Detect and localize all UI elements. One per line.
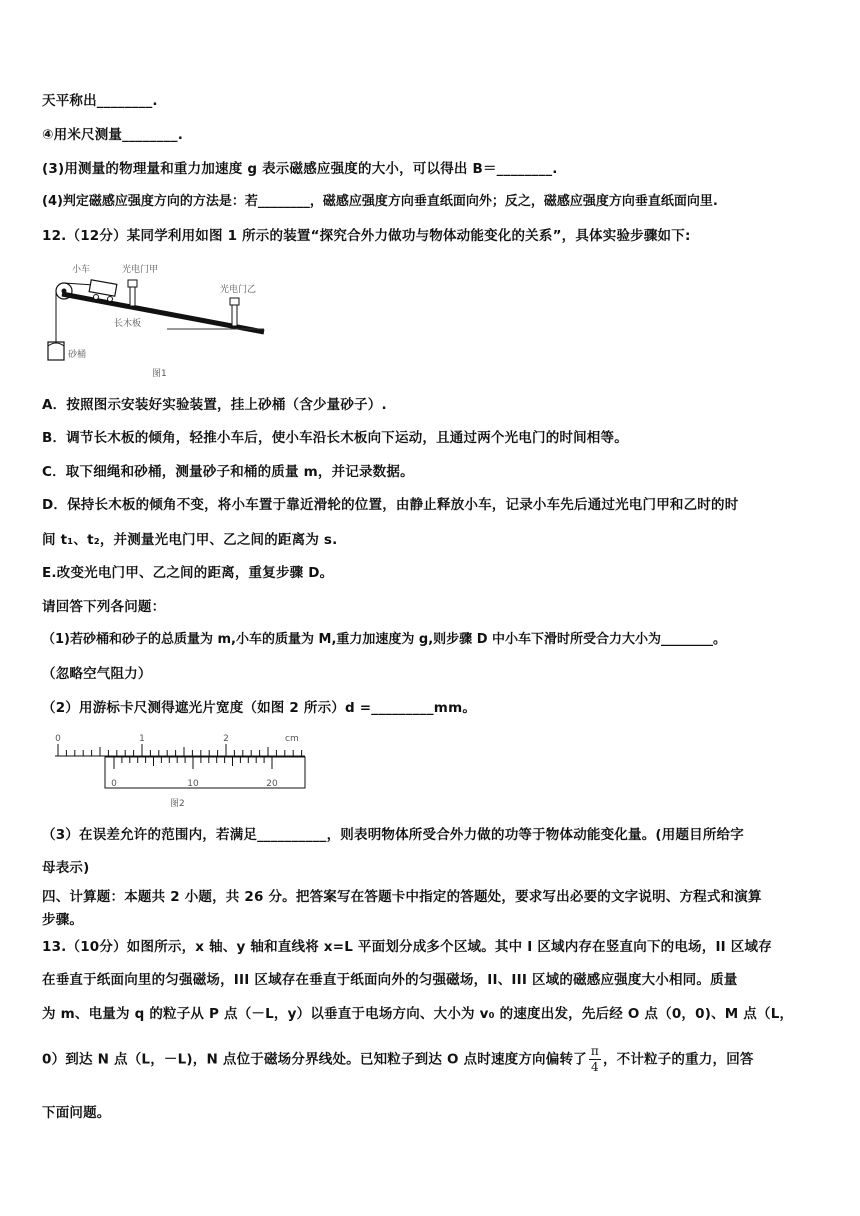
label-gate-a: 光电门甲 — [122, 265, 159, 275]
figure-1-apparatus — [42, 262, 272, 382]
line-3: (3)用测量的物理量和重力加速度 g 表示磁感应强度的大小，可以得出 B＝________. — [42, 161, 558, 177]
vernier-label-10: 10 — [187, 779, 199, 789]
question-13-1: 13.（10分）如图所示，x 轴、y 轴和直线将 x=L 平面划分成多个区域。其中 I 区域内存在竖直向下的电场，II 区域存 — [42, 939, 772, 955]
step-e: E.改变光电门甲、乙之间的距离，重复步骤 D。 — [42, 565, 334, 581]
question-1-note: （忽略空气阻力） — [42, 666, 152, 682]
step-a: A．按照图示安装好实验装置，挂上砂桶（含少量砂子）. — [42, 397, 387, 413]
question-13-4 — [42, 1044, 754, 1075]
pi-over-4-fraction — [589, 1044, 601, 1075]
question-13-3: 为 m、电量为 q 的粒子从 P 点（－L，y）以垂直于电场方向、大小为 v₀ 的速度出发，先后经 O 点（0，0)、M 点（L， — [42, 1006, 794, 1022]
main-label-1: 1 — [139, 734, 145, 744]
step-d-2: 间 t₁、t₂，并测量光电门甲、乙之间的距离为 s. — [42, 532, 338, 548]
main-label-2: 2 — [223, 734, 229, 744]
step-c: C．取下细绳和砂桶，测量砂子和桶的质量 m，并记录数据。 — [42, 464, 414, 480]
line-1: 天平称出________. — [42, 93, 158, 109]
question-13-5: 下面问题。 — [42, 1105, 111, 1121]
section-4-heading-1: 四、计算题：本题共 2 小题，共 26 分。把答案写在答题卡中指定的答题处，要求写出必要的文字说明、方程式和演算 — [42, 889, 762, 905]
cart — [89, 280, 117, 296]
question-12-title: 12.（12分）某同学利用如图 1 所示的装置“探究合外力做功与物体动能变化的关系”，具体实验步骤如下: — [42, 228, 691, 244]
label-cart: 小车 — [72, 265, 91, 275]
question-3-1: （3）在误差允许的范围内，若满足__________，则表明物体所受合外力做的功等于物体动能变化量。(用题目所给字 — [42, 827, 744, 843]
question-3-2: 母表示) — [42, 860, 90, 876]
figure-1-caption: 图1 — [152, 369, 167, 379]
vernier-label-0: 0 — [111, 779, 117, 789]
question-13-2: 在垂直于纸面向里的匀强磁场，III 区域存在垂直于纸面向外的匀强磁场，II、III 区域的磁感应强度大小相同。质量 — [42, 972, 738, 988]
line-2: ④用米尺测量________. — [42, 127, 184, 143]
questions-intro: 请回答下列各问题： — [42, 599, 166, 615]
question-13-4-text: 0）到达 N 点（L，－L)，N 点位于磁场分界线处。已知粒子到达 O 点时速度方向偏转了 — [42, 1051, 587, 1068]
line-4: (4)判定磁感应强度方向的方法是：若________，磁感应强度方向垂直纸面向外；反之，磁感应强度方向垂直纸面向里. — [42, 194, 718, 209]
figure-2-vernier — [50, 730, 310, 812]
step-d-1: D．保持长木板的倾角不变，将小车置于靠近滑轮的位置，由静止释放小车，记录小车先后通过光电门甲和乙时的时 — [42, 497, 739, 513]
unit-label: cm — [285, 734, 299, 744]
label-board: 长木板 — [114, 319, 142, 329]
label-gate-b: 光电门乙 — [220, 285, 257, 295]
vernier-label-20: 20 — [266, 779, 278, 789]
main-label-0: 0 — [55, 734, 61, 744]
section-4-heading-2: 步骤。 — [42, 912, 84, 928]
question-1: （1)若砂桶和砂子的总质量为 m,小车的质量为 M,重力加速度为 g,则步骤 D 中小车下滑时所受合力大小为________。 — [42, 632, 727, 647]
fraction-denominator: 4 — [590, 1060, 599, 1074]
step-b: B．调节长木板的倾角，轻推小车后，使小车沿长木板向下运动，且通过两个光电门的时间相等。 — [42, 430, 628, 446]
question-2: （2）用游标卡尺测得遮光片宽度（如图 2 所示）d =_________mm。 — [42, 700, 477, 716]
gate-b — [232, 302, 237, 326]
question-13-4-tail: ，不计粒子的重力，回答 — [602, 1051, 754, 1068]
figure-2-caption: 图2 — [170, 799, 185, 809]
label-bucket: 砂桶 — [68, 350, 87, 360]
fraction-numerator: π — [590, 1044, 599, 1058]
